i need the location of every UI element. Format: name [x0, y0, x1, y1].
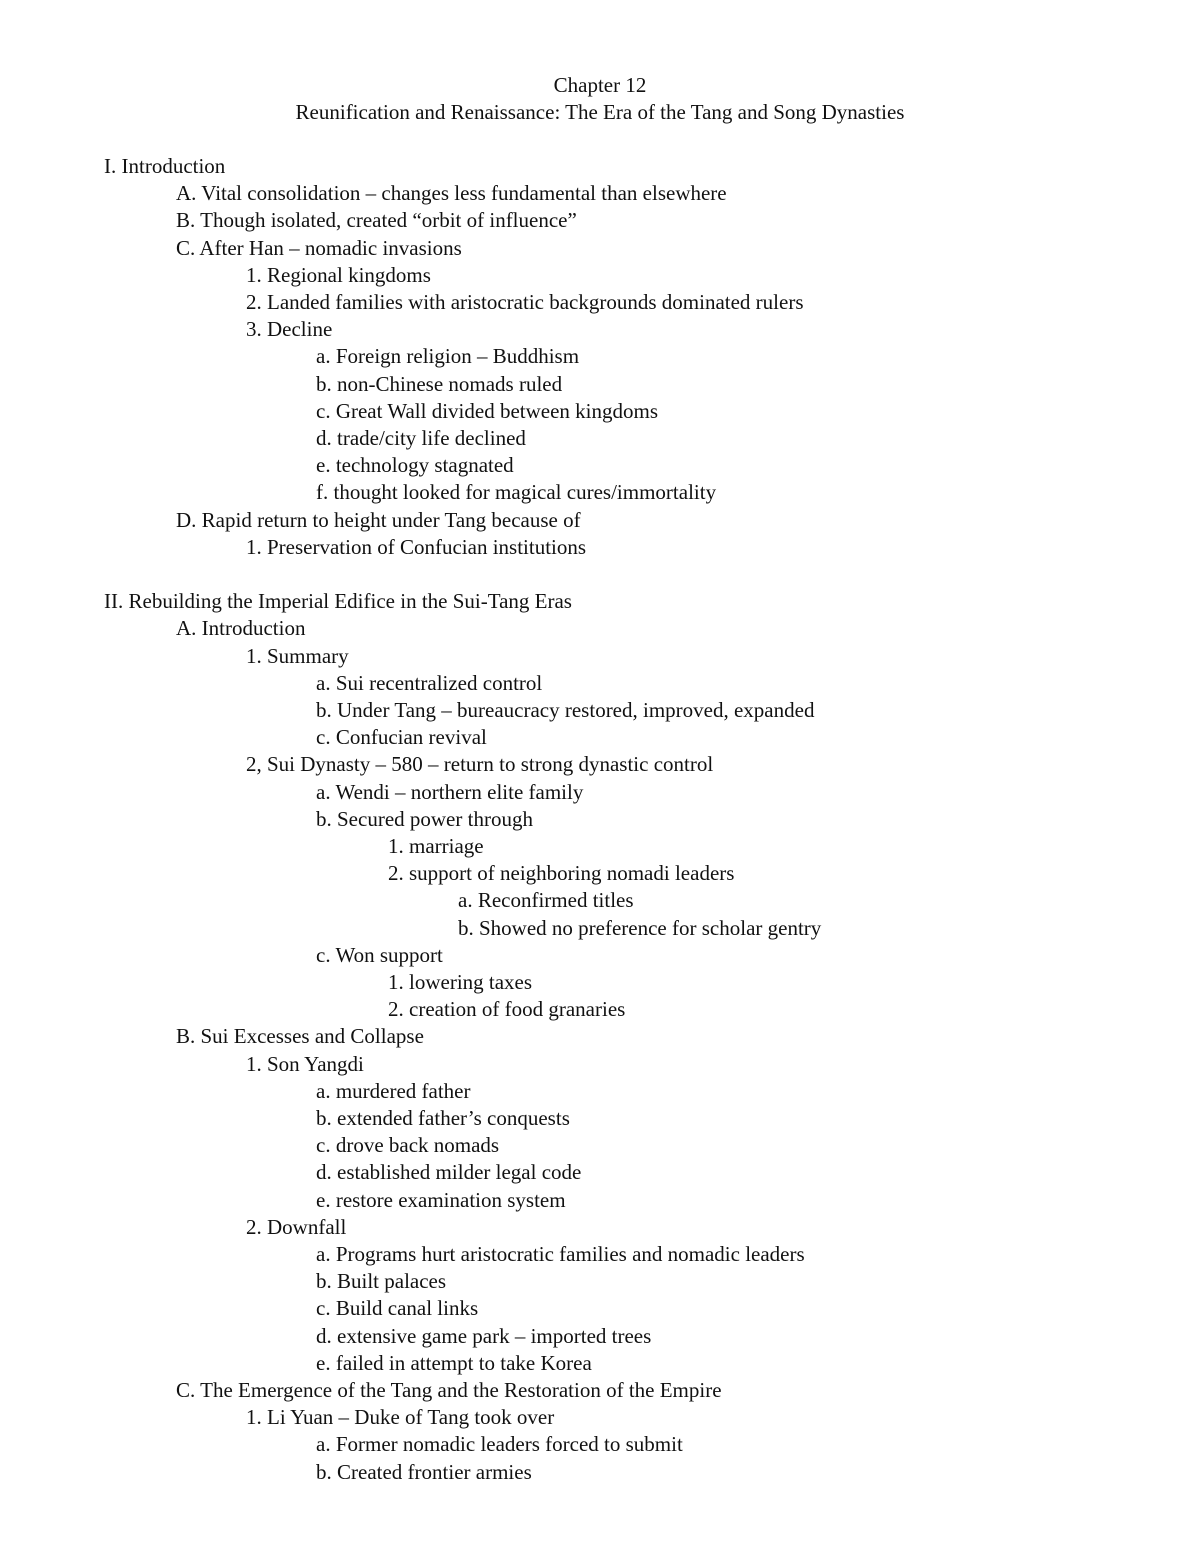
- outline-item-level-0: I. Introduction: [104, 154, 226, 178]
- outline-item-level-4: 2. creation of food granaries: [388, 997, 626, 1022]
- outline-item-level-3: e. restore examination system: [316, 1187, 566, 1212]
- outline-item-level-3: c. Won support: [316, 942, 443, 967]
- outline-item-level-2: 1. Li Yuan – Duke of Tang took over: [246, 1405, 555, 1430]
- outline-item-level-3: d. extensive game park – imported trees: [316, 1323, 652, 1348]
- outline-item-level-2: 1. Summary: [246, 643, 349, 668]
- outline-item-level-3: b. non-Chinese nomads ruled: [316, 371, 563, 396]
- outline-item-level-3: e. failed in attempt to take Korea: [316, 1350, 592, 1375]
- outline-item-level-3: e. technology stagnated: [316, 453, 514, 478]
- outline-item-level-1: D. Rapid return to height under Tang because of: [176, 507, 581, 532]
- outline-item-level-3: c. Great Wall divided between kingdoms: [316, 398, 658, 423]
- outline-item-level-2: 1. Regional kingdoms: [246, 262, 431, 287]
- outline-item-level-1: C. After Han – nomadic invasions: [176, 235, 462, 260]
- outline-item-level-5: b. Showed no preference for scholar gentry: [458, 915, 822, 940]
- outline-item-level-3: d. established milder legal code: [316, 1160, 582, 1185]
- outline-item-level-3: a. Programs hurt aristocratic families and nomadic leaders: [316, 1242, 805, 1266]
- outline-item-level-1: C. The Emergence of the Tang and the Restoration of the Empire: [176, 1378, 722, 1402]
- outline-item-level-1: A. Introduction: [176, 616, 306, 641]
- outline-item-level-3: c. Build canal links: [316, 1296, 479, 1321]
- chapter-heading: Chapter 12: [553, 73, 647, 97]
- outline-item-level-0: II. Rebuilding the Imperial Edifice in the Sui-Tang Eras: [104, 589, 572, 614]
- outline-item-level-3: a. Sui recentralized control: [316, 670, 543, 695]
- outline-item-level-3: b. Under Tang – bureaucracy restored, improved, expanded: [316, 698, 815, 722]
- outline-item-level-4: 2. support of neighboring nomadi leaders: [388, 861, 735, 886]
- outline-item-level-2: 2. Downfall: [246, 1214, 347, 1239]
- outline-item-level-1: B. Though isolated, created “orbit of influence”: [176, 208, 577, 233]
- outline-item-level-3: f. thought looked for magical cures/immortality: [316, 480, 717, 505]
- outline-item-level-3: b. Secured power through: [316, 806, 533, 831]
- outline-item-level-3: b. extended father’s conquests: [316, 1106, 570, 1130]
- outline-item-level-3: a. Foreign religion – Buddhism: [316, 344, 580, 369]
- outline-item-level-1: A. Vital consolidation – changes less fundamental than elsewhere: [176, 181, 727, 206]
- outline-item-level-3: b. Created frontier armies: [316, 1459, 532, 1484]
- outline-item-level-3: a. Wendi – northern elite family: [316, 779, 584, 804]
- outline-item-level-3: c. drove back nomads: [316, 1133, 500, 1158]
- outline-item-level-4: 1. lowering taxes: [388, 970, 533, 994]
- outline-item-level-5: a. Reconfirmed titles: [458, 888, 634, 913]
- outline-item-level-3: b. Built palaces: [316, 1269, 447, 1294]
- outline-item-level-2: 1. Son Yangdi: [246, 1051, 364, 1076]
- outline-item-level-3: c. Confucian revival: [316, 725, 487, 750]
- outline-item-level-3: d. trade/city life declined: [316, 426, 526, 450]
- outline-item-level-3: a. murdered father: [316, 1078, 471, 1103]
- outline-item-level-2: 2, Sui Dynasty – 580 – return to strong dynastic control: [246, 752, 714, 777]
- outline-item-level-2: 1. Preservation of Confucian institutions: [246, 534, 587, 559]
- outline-item-level-2: 2. Landed families with aristocratic backgrounds dominated rulers: [246, 290, 804, 314]
- outline-item-level-2: 3. Decline: [246, 317, 333, 342]
- outline-item-level-4: 1. marriage: [388, 834, 484, 858]
- chapter-title: Reunification and Renaissance: The Era of the Tang and Song Dynasties: [295, 100, 905, 124]
- outline-item-level-1: B. Sui Excesses and Collapse: [176, 1024, 424, 1049]
- outline-item-level-3: a. Former nomadic leaders forced to submit: [316, 1432, 683, 1457]
